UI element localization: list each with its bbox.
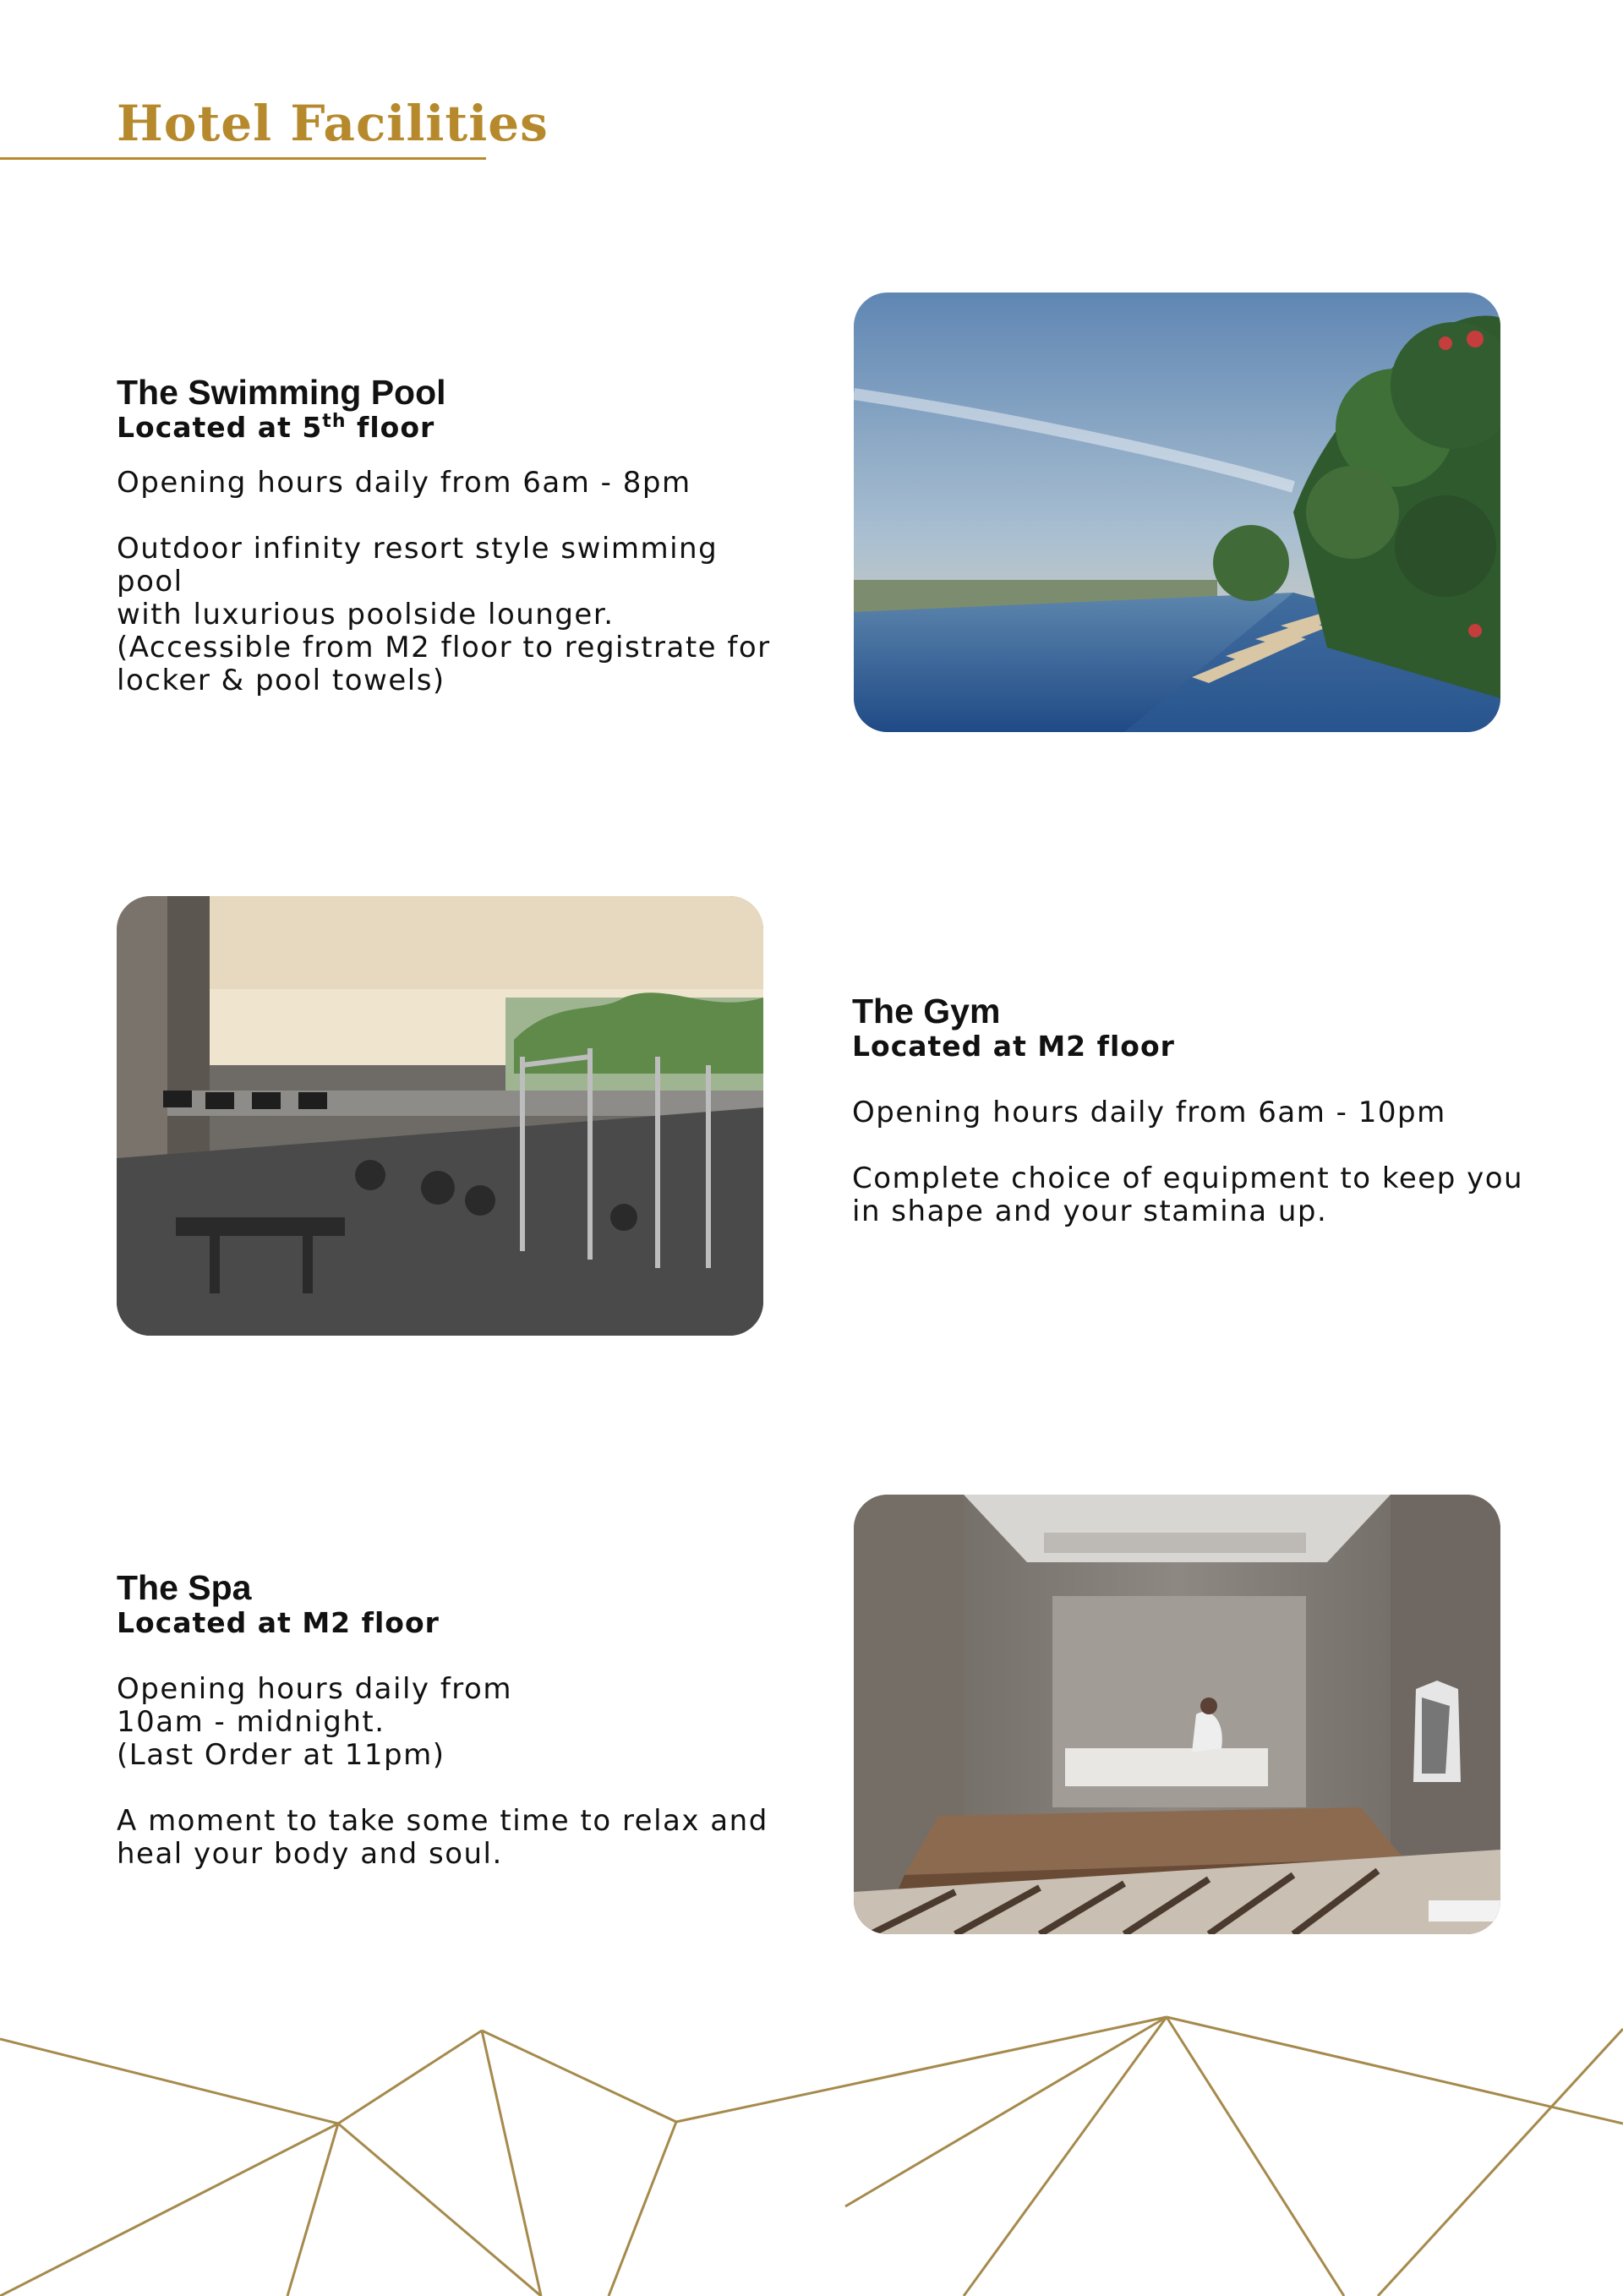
facility-description [117,1805,793,1871]
facility-hours: Opening hours daily from 6am - 8pm [117,466,691,500]
facility-description [852,1162,1528,1228]
facility-hours [117,1673,793,1772]
description-line: A moment to take some time to relax and [117,1804,768,1838]
section-swimming-pool [117,374,793,697]
section-gym [852,992,1528,1228]
facility-title: The Gym [852,992,1001,1030]
decorative-line-pattern [0,1987,1623,2296]
pool-photo [854,292,1500,732]
facility-description [117,533,793,697]
hours-line: Opening hours daily from [117,1672,512,1706]
title-underline [0,157,486,160]
facility-location: Located at M2 floor [117,1606,440,1639]
page-title: Hotel Facilities [117,95,549,152]
hours-line: (Last Order at 11pm) [117,1738,445,1772]
description-line: heal your body and soul. [117,1837,503,1871]
description-line: Outdoor infinity resort style swimming pool [117,532,719,599]
description-line: Complete choice of equipment to keep you [852,1162,1524,1195]
hours-line: 10am - midnight. [117,1705,385,1739]
facility-title: The Swimming Pool [117,373,446,412]
description-line: locker & pool towels) [117,664,445,697]
description-line: with luxurious poolside lounger. [117,598,615,631]
facility-hours: Opening hours daily from 6am - 10pm [852,1096,1446,1129]
section-spa [117,1569,793,1871]
description-line: in shape and your stamina up. [852,1194,1328,1228]
facility-location: Located at M2 floor [852,1030,1175,1063]
gym-photo [117,896,763,1336]
facility-title: The Spa [117,1568,252,1607]
facility-location: Located at 5th floor [117,411,435,444]
description-line: (Accessible from M2 floor to registrate for [117,631,771,664]
spa-photo [854,1495,1500,1934]
